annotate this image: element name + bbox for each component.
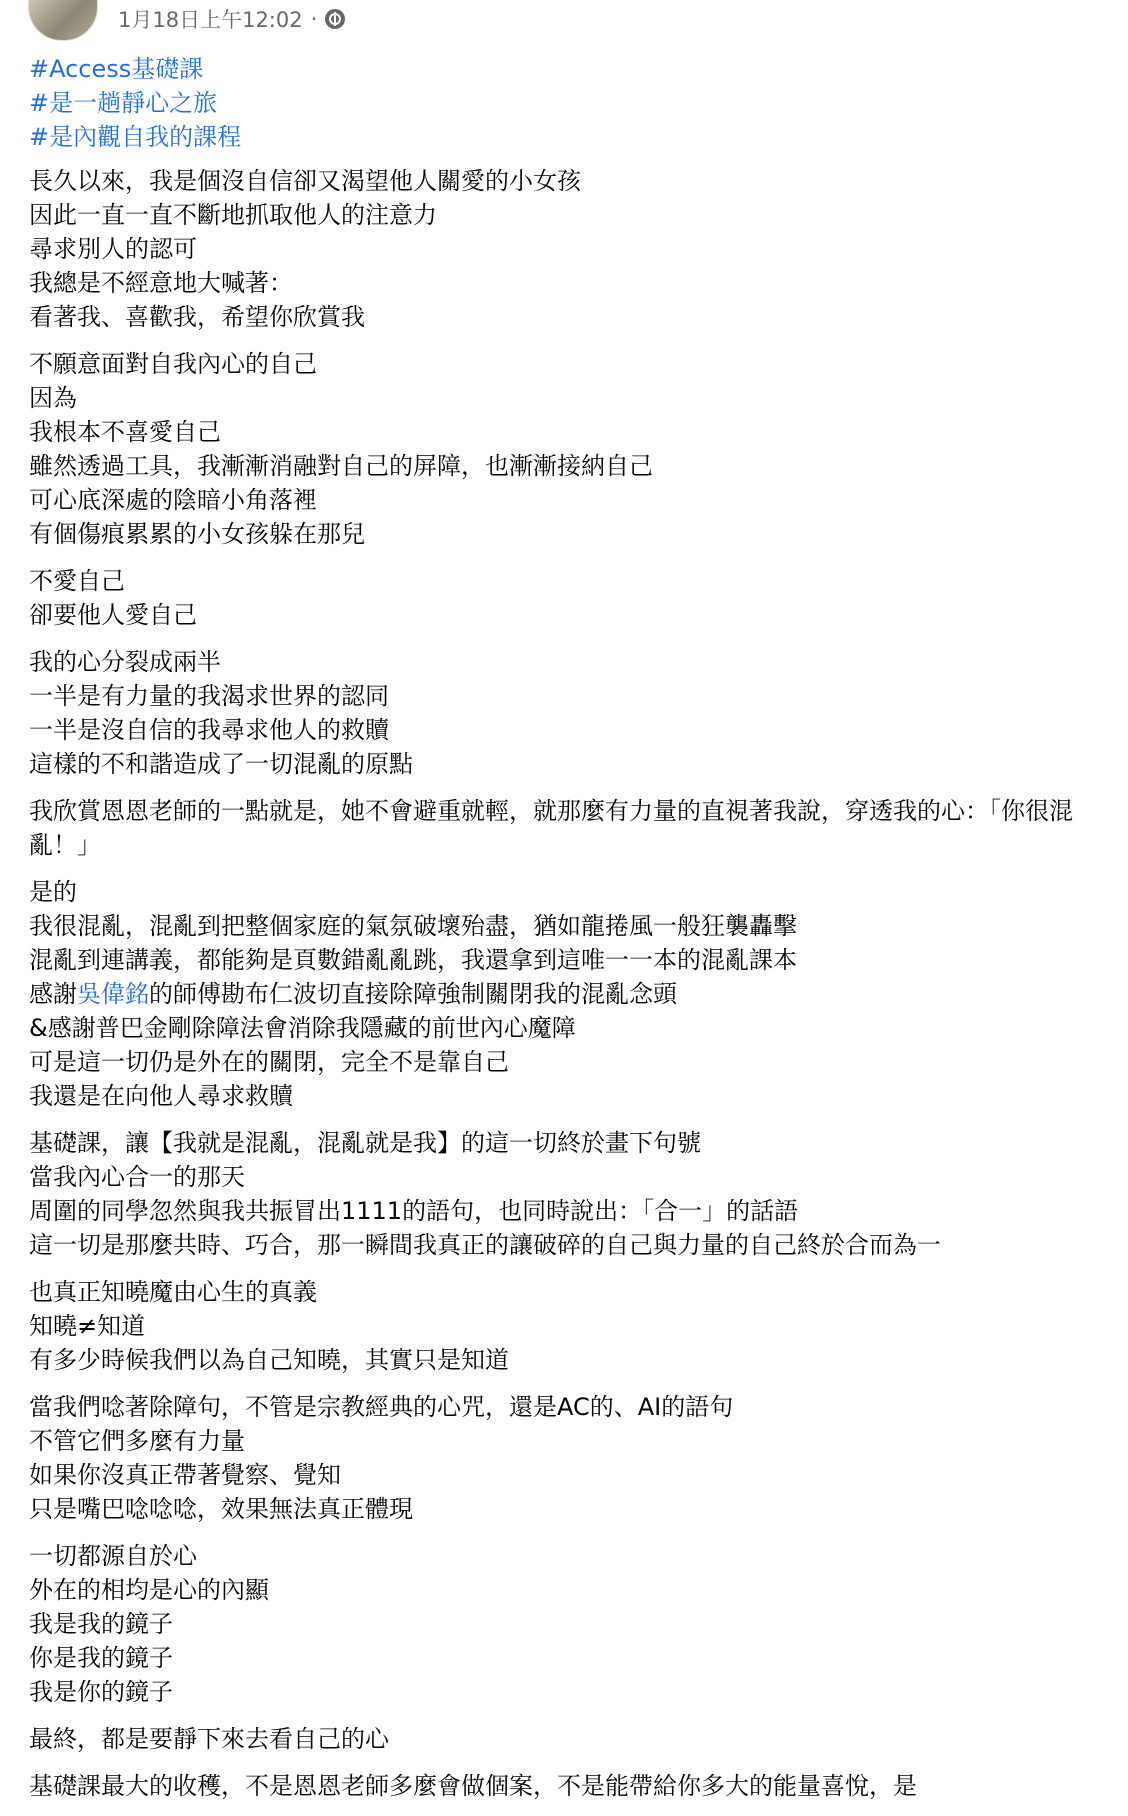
- post-paragraph: [29, 564, 1104, 632]
- post-header: [28, 0, 345, 44]
- text-line: 我根本不喜愛自己: [29, 418, 221, 446]
- post-paragraph: [29, 875, 1104, 1113]
- text-line: 不管它們多麼有力量: [29, 1427, 245, 1455]
- text-line: 也真正知曉魔由心生的真義: [29, 1278, 317, 1306]
- post-paragraph: [29, 1769, 1104, 1803]
- text-line: 可心底深處的陰暗小角落裡: [29, 486, 317, 514]
- text-line: 只是嘴巴唸唸唸，效果無法真正體現: [29, 1495, 413, 1523]
- text-line: [29, 977, 1104, 1011]
- text-line: 我欣賞恩恩老師的一點就是，她不會避重就輕，就那麼有力量的直視著我說，穿透我的心：「你很混亂！」: [29, 797, 1073, 859]
- text-line: 看著我、喜歡我，希望你欣賞我: [29, 303, 365, 331]
- text-line: 可是這一切仍是外在的關閉，完全不是靠自己: [29, 1048, 509, 1076]
- text-line: 你是我的鏡子: [29, 1644, 173, 1672]
- text-line: 一半是沒自信的我尋求他人的救贖: [29, 716, 389, 744]
- text-line: &感謝普巴金剛除障法會消除我隱藏的前世內心魔障: [29, 1014, 576, 1042]
- user-mention-link[interactable]: 吳偉銘: [77, 980, 149, 1008]
- post-paragraph: [29, 164, 1104, 334]
- post-paragraph: [29, 1390, 1104, 1526]
- text-line: 這一切是那麼共時、巧合，那一瞬間我真正的讓破碎的自己與力量的自己終於合而為一: [29, 1231, 941, 1259]
- text-line: 我總是不經意地大喊著：: [29, 269, 293, 297]
- text-line: 長久以來，我是個沒自信卻又渴望他人關愛的小女孩: [29, 167, 581, 195]
- text-line: 是的: [29, 878, 77, 906]
- text-line: 尋求別人的認可: [29, 235, 197, 263]
- meta-separator: ·: [310, 7, 318, 31]
- text-line: 如果你沒真正帶著覺察、覺知: [29, 1461, 341, 1489]
- text-fragment: 的師傅勘布仁波切直接除障強制關閉我的混亂念頭: [149, 980, 677, 1008]
- avatar[interactable]: [28, 0, 98, 41]
- text-line: 卻要他人愛自己: [29, 601, 197, 629]
- text-line: 我是你的鏡子: [29, 1678, 173, 1706]
- text-line: 不愛自己: [29, 567, 125, 595]
- post-paragraph: [29, 347, 1104, 551]
- text-line: 因此一直一直不斷地抓取他人的注意力: [29, 201, 437, 229]
- text-line: 當我內心合一的那天: [29, 1163, 245, 1191]
- text-line: 雖然透過工具，我漸漸消融對自己的屏障，也漸漸接納自己: [29, 452, 653, 480]
- text-line: 知曉≠知道: [29, 1312, 146, 1340]
- text-line: 我很混亂，混亂到把整個家庭的氣氛破壞殆盡，猶如龍捲風一般狂襲轟擊: [29, 912, 797, 940]
- post-paragraph: [29, 1722, 1104, 1756]
- text-line: 當我們唸著除障句，不管是宗教經典的心咒，還是AC的、AI的語句: [29, 1393, 734, 1421]
- post-body: [29, 52, 1104, 1816]
- text-line: 基礎課，讓【我就是混亂，混亂就是我】的這一切終於畫下句號: [29, 1129, 701, 1157]
- globe-icon[interactable]: [325, 9, 345, 29]
- hashtag-link[interactable]: #是內觀自我的課程: [29, 123, 242, 151]
- hashtag-link[interactable]: #Access基礎課: [29, 55, 204, 83]
- post-paragraph: [29, 1126, 1104, 1262]
- text-line: 一半是有力量的我渴求世界的認同: [29, 682, 389, 710]
- hashtag-link[interactable]: #是一趟靜心之旅: [29, 89, 218, 117]
- text-line: 有多少時候我們以為自己知曉，其實只是知道: [29, 1346, 509, 1374]
- text-line: 混亂到連講義，都能夠是頁數錯亂亂跳，我還拿到這唯一一本的混亂課本: [29, 946, 797, 974]
- text-line: 我是我的鏡子: [29, 1610, 173, 1638]
- post-paragraph: [29, 1275, 1104, 1377]
- post-paragraphs: [29, 164, 1104, 1803]
- text-line: 外在的相均是心的內顯: [29, 1576, 269, 1604]
- text-line: 最終，都是要靜下來去看自己的心: [29, 1725, 389, 1753]
- post-paragraph: [29, 645, 1104, 781]
- text-line: 不願意面對自我內心的自己: [29, 350, 317, 378]
- text-line: 一切都源自於心: [29, 1542, 197, 1570]
- hashtag-list: [29, 52, 1104, 154]
- post-meta: [118, 4, 345, 34]
- text-line: 有個傷痕累累的小女孩躲在那兒: [29, 520, 365, 548]
- text-line: 因為: [29, 384, 77, 412]
- text-line: 這樣的不和諧造成了一切混亂的原點: [29, 750, 413, 778]
- text-line: 周圍的同學忽然與我共振冒出1111的語句，也同時說出：「合一」的話語: [29, 1197, 799, 1225]
- text-line: 我的心分裂成兩半: [29, 648, 221, 676]
- post-paragraph: [29, 1539, 1104, 1709]
- text-line: 我還是在向他人尋求救贖: [29, 1082, 293, 1110]
- post-timestamp[interactable]: 1月18日上午12:02: [118, 8, 303, 32]
- post-paragraph: [29, 794, 1104, 862]
- text-fragment: 感謝: [29, 980, 77, 1008]
- text-line: 基礎課最大的收穫，不是恩恩老師多麼會做個案，不是能帶給你多大的能量喜悅，是: [29, 1772, 917, 1800]
